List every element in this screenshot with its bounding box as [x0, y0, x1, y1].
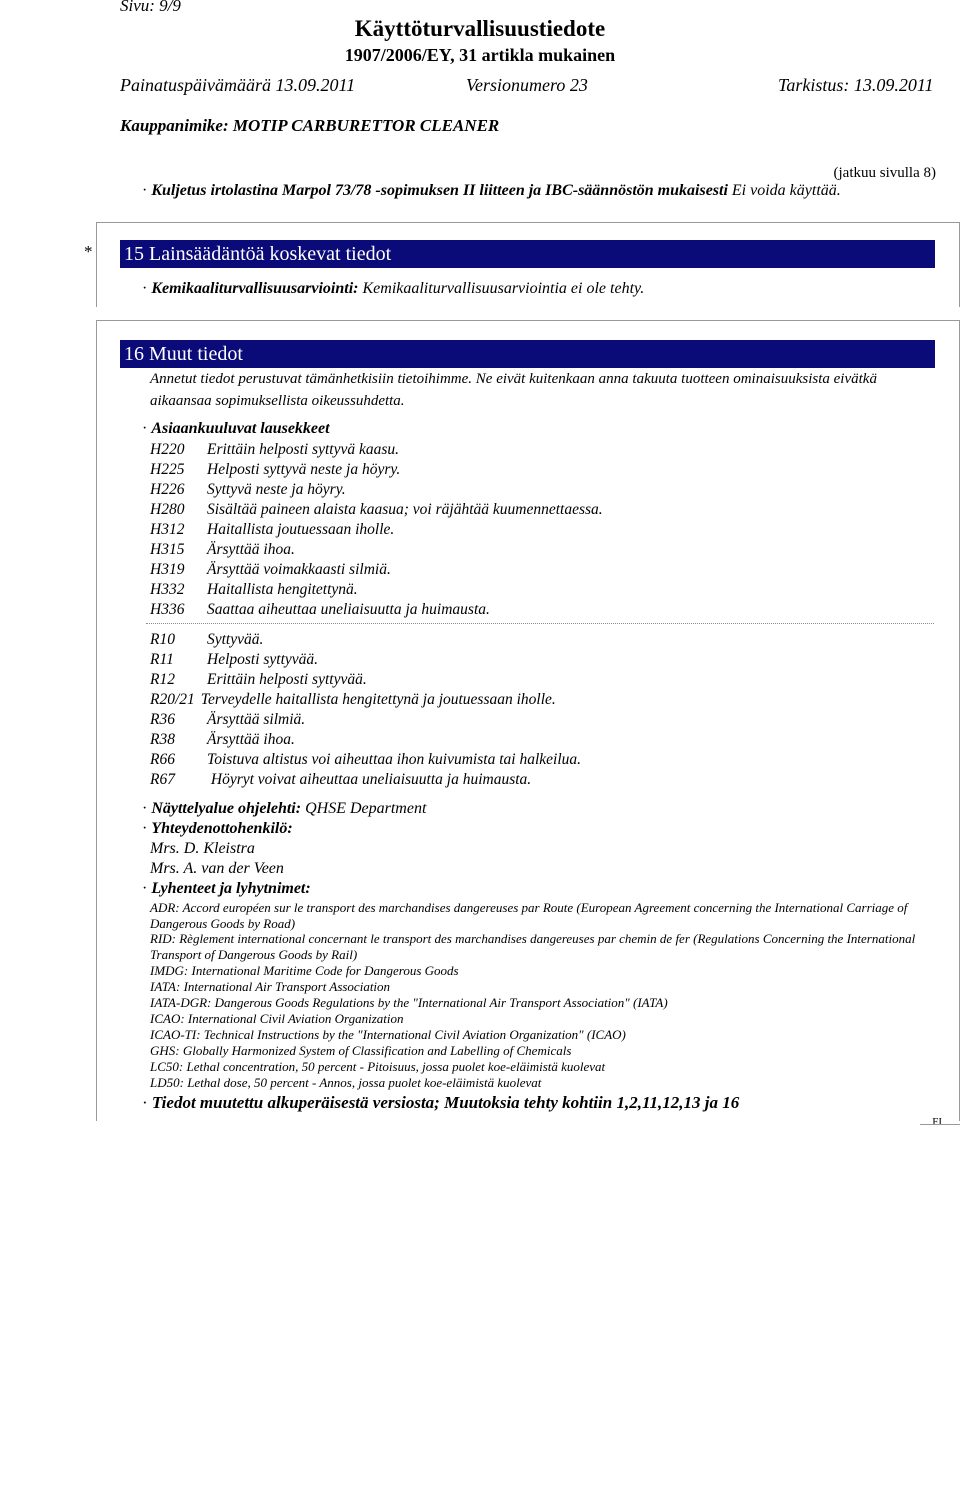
phrase-row	[150, 631, 263, 651]
dotted-separator	[146, 623, 934, 624]
section-16-header: 16 Muut tiedot	[120, 340, 935, 368]
footer-rule	[920, 1124, 960, 1125]
phrase-row	[150, 541, 295, 561]
phrase-row	[150, 671, 367, 691]
phrase-code: R67	[150, 771, 175, 788]
changes-row: · Tiedot muutettu alkuperäisestä versiosta; Muutoksia tehty kohtiin 1,2,11,12,13 ja 16	[142, 1093, 740, 1112]
phrase-text: Höyryt voivat aiheuttaa uneliaisuutta ja huimausta.	[207, 771, 532, 788]
phrase-code: H332	[150, 581, 185, 598]
phrase-row	[150, 771, 531, 791]
document-title: Käyttöturvallisuustiedote	[354, 16, 606, 41]
phrase-code: H220	[150, 441, 185, 458]
abbreviation-item: GHS: Globally Harmonized System of Classification and Labelling of Chemicals	[150, 1043, 572, 1058]
phrase-code: R10	[150, 631, 175, 648]
section-16-intro: Annetut tiedot perustuvat tämänhetkisiin tietoihimme. Ne eivät kuitenkaan anna takuuta tuotteen ominaisuuksista eivätkä aikaansaa sopimuksellista oikeussuhdetta.	[150, 371, 877, 409]
issuer-label: Näyttelyalue ohjelehti:	[151, 800, 302, 817]
transport-value: Ei voida käyttää.	[731, 182, 841, 199]
phrase-row	[150, 581, 358, 601]
phrase-code: H312	[150, 521, 185, 538]
phrase-row	[150, 651, 318, 671]
language-tag: FI	[932, 1116, 942, 1128]
contact-row: · Yhteydenottohenkilö:	[142, 820, 293, 837]
phrase-code: H315	[150, 541, 185, 558]
phrase-code: H280	[150, 501, 185, 518]
phrase-code: R20/21	[150, 691, 195, 708]
contact-person: Mrs. D. Kleistra	[150, 840, 255, 857]
phrase-text: Ärsyttää ihoa.	[207, 731, 295, 748]
phrase-row	[150, 441, 399, 461]
transport-label: Kuljetus irtolastina Marpol 73/78 -sopimuksen II liitteen ja IBC-säännöstön mukaisesti	[151, 182, 728, 199]
phrase-text: Ärsyttää ihoa.	[207, 541, 295, 558]
abbreviation-item: IMDG: International Maritime Code for Dangerous Goods	[150, 963, 459, 978]
phrases-heading: Asiaankuuluvat lausekkeet	[151, 420, 330, 437]
chemical-safety-row: · Kemikaaliturvallisuusarviointi: Kemikaaliturvallisuusarviointia ei ole tehty.	[142, 280, 645, 297]
phrase-text: Helposti syttyvää.	[207, 651, 319, 668]
phrase-text: Sisältää paineen alaista kaasua; voi räjähtää kuumennettaessa.	[207, 501, 603, 518]
phrase-text: Haitallista joutuessaan iholle.	[207, 521, 395, 538]
phrase-text: Erittäin helposti syttyvä kaasu.	[207, 441, 400, 458]
issuer-row: · Näyttelyalue ohjelehti: QHSE Department	[142, 800, 427, 817]
phrase-text: Saattaa aiheuttaa uneliaisuutta ja huimausta.	[207, 601, 490, 618]
abbr-heading-row: · Lyhenteet ja lyhytnimet:	[142, 880, 311, 897]
phrase-text: Helposti syttyvä neste ja höyry.	[207, 461, 401, 478]
phrase-row	[150, 521, 394, 541]
section-15-header: 15 Lainsäädäntöä koskevat tiedot	[120, 240, 935, 268]
phrase-code: H225	[150, 461, 185, 478]
continued-note: (jatkuu sivulla 8)	[833, 165, 936, 181]
abbreviation-item: IATA-DGR: Dangerous Goods Regulations by the "International Air Transport Association" (IATA)	[150, 995, 668, 1010]
phrase-code: R66	[150, 751, 175, 768]
issuer-value: QHSE Department	[305, 800, 427, 817]
transport-row: · Kuljetus irtolastina Marpol 73/78 -sopimuksen II liitteen ja IBC-säännöstön mukaisesti Ei voida käyttää.	[142, 182, 841, 199]
changes-note: Tiedot muutettu alkuperäisestä versiosta; Muutoksia tehty kohtiin 1,2,11,12,13 ja 16	[151, 1093, 740, 1112]
phrase-text: Terveydelle haitallista hengitettynä ja joutuessaan iholle.	[200, 691, 556, 708]
phrase-code: R38	[150, 731, 175, 748]
phrase-text: Erittäin helposti syttyvää.	[207, 671, 367, 688]
phrase-code: H336	[150, 601, 185, 618]
contact-person: Mrs. A. van der Veen	[150, 860, 284, 877]
phrase-text: Ärsyttää voimakkaasti silmiä.	[207, 561, 391, 578]
phrase-code: R36	[150, 711, 175, 728]
abbreviation-item: ICAO: International Civil Aviation Organization	[150, 1011, 404, 1026]
contact-label: Yhteydenottohenkilö:	[151, 820, 293, 837]
print-date: Painatuspäivämäärä 13.09.2011	[120, 75, 356, 95]
page-number: Sivu: 9/9	[120, 0, 181, 15]
phrase-row	[150, 751, 581, 771]
abbr-heading: Lyhenteet ja lyhytnimet:	[151, 880, 311, 897]
chemical-safety-value: Kemikaaliturvallisuusarviointia ei ole tehty.	[362, 280, 645, 297]
phrase-row	[150, 481, 346, 501]
phrase-text: Syttyvä neste ja höyry.	[207, 481, 346, 498]
phrase-code: R11	[150, 651, 174, 668]
phrase-text: Toistuva altistus voi aiheuttaa ihon kuivumista tai halkeilua.	[207, 751, 581, 768]
product-name: Kauppanimike: MOTIP CARBURETTOR CLEANER	[120, 116, 500, 135]
phrase-row	[150, 561, 391, 581]
phrase-row	[150, 601, 490, 621]
phrase-code: R12	[150, 671, 175, 688]
abbreviation-item: LD50: Lethal dose, 50 percent - Annos, jossa puolet koe-eläimistä kuolevat	[150, 1075, 542, 1090]
phrase-row	[150, 501, 603, 521]
abbreviation-item: ICAO-TI: Technical Instructions by the "International Civil Aviation Organization" (ICAO)	[150, 1027, 626, 1042]
revision-date: Tarkistus: 13.09.2011	[778, 75, 934, 95]
change-marker: *	[84, 242, 93, 261]
phrase-text: Ärsyttää silmiä.	[207, 711, 306, 728]
phrase-text: Haitallista hengitettynä.	[207, 581, 358, 598]
phrase-row	[150, 691, 556, 711]
phrase-row	[150, 461, 400, 481]
phrase-text: Syttyvää.	[207, 631, 264, 648]
abbreviation-item: IATA: International Air Transport Association	[150, 979, 391, 994]
chemical-safety-label: Kemikaaliturvallisuusarviointi:	[151, 280, 359, 297]
phrase-row	[150, 731, 295, 751]
version-number: Versionumero 23	[466, 75, 588, 95]
document-subtitle: 1907/2006/EY, 31 artikla mukainen	[344, 45, 616, 65]
abbreviation-item: ADR: Accord européen sur le transport des marchandises dangereuses par Route (European Agreement concerning the International Carriage of Dangerous Goods by Road)	[150, 900, 908, 931]
phrase-code: H226	[150, 481, 185, 498]
phrases-heading-row: · Asiaankuuluvat lausekkeet	[142, 420, 330, 437]
phrase-row	[150, 711, 305, 731]
phrase-code: H319	[150, 561, 185, 578]
abbreviation-item: LC50: Lethal concentration, 50 percent - Pitoisuus, jossa puolet koe-eläimistä kuolevat	[150, 1059, 606, 1074]
abbreviation-item: RID: Règlement international concernant le transport des marchandises dangereuses par chemin de fer (Regulations Concerning the International Transport of Dangerous Goods by Rail)	[150, 931, 916, 962]
